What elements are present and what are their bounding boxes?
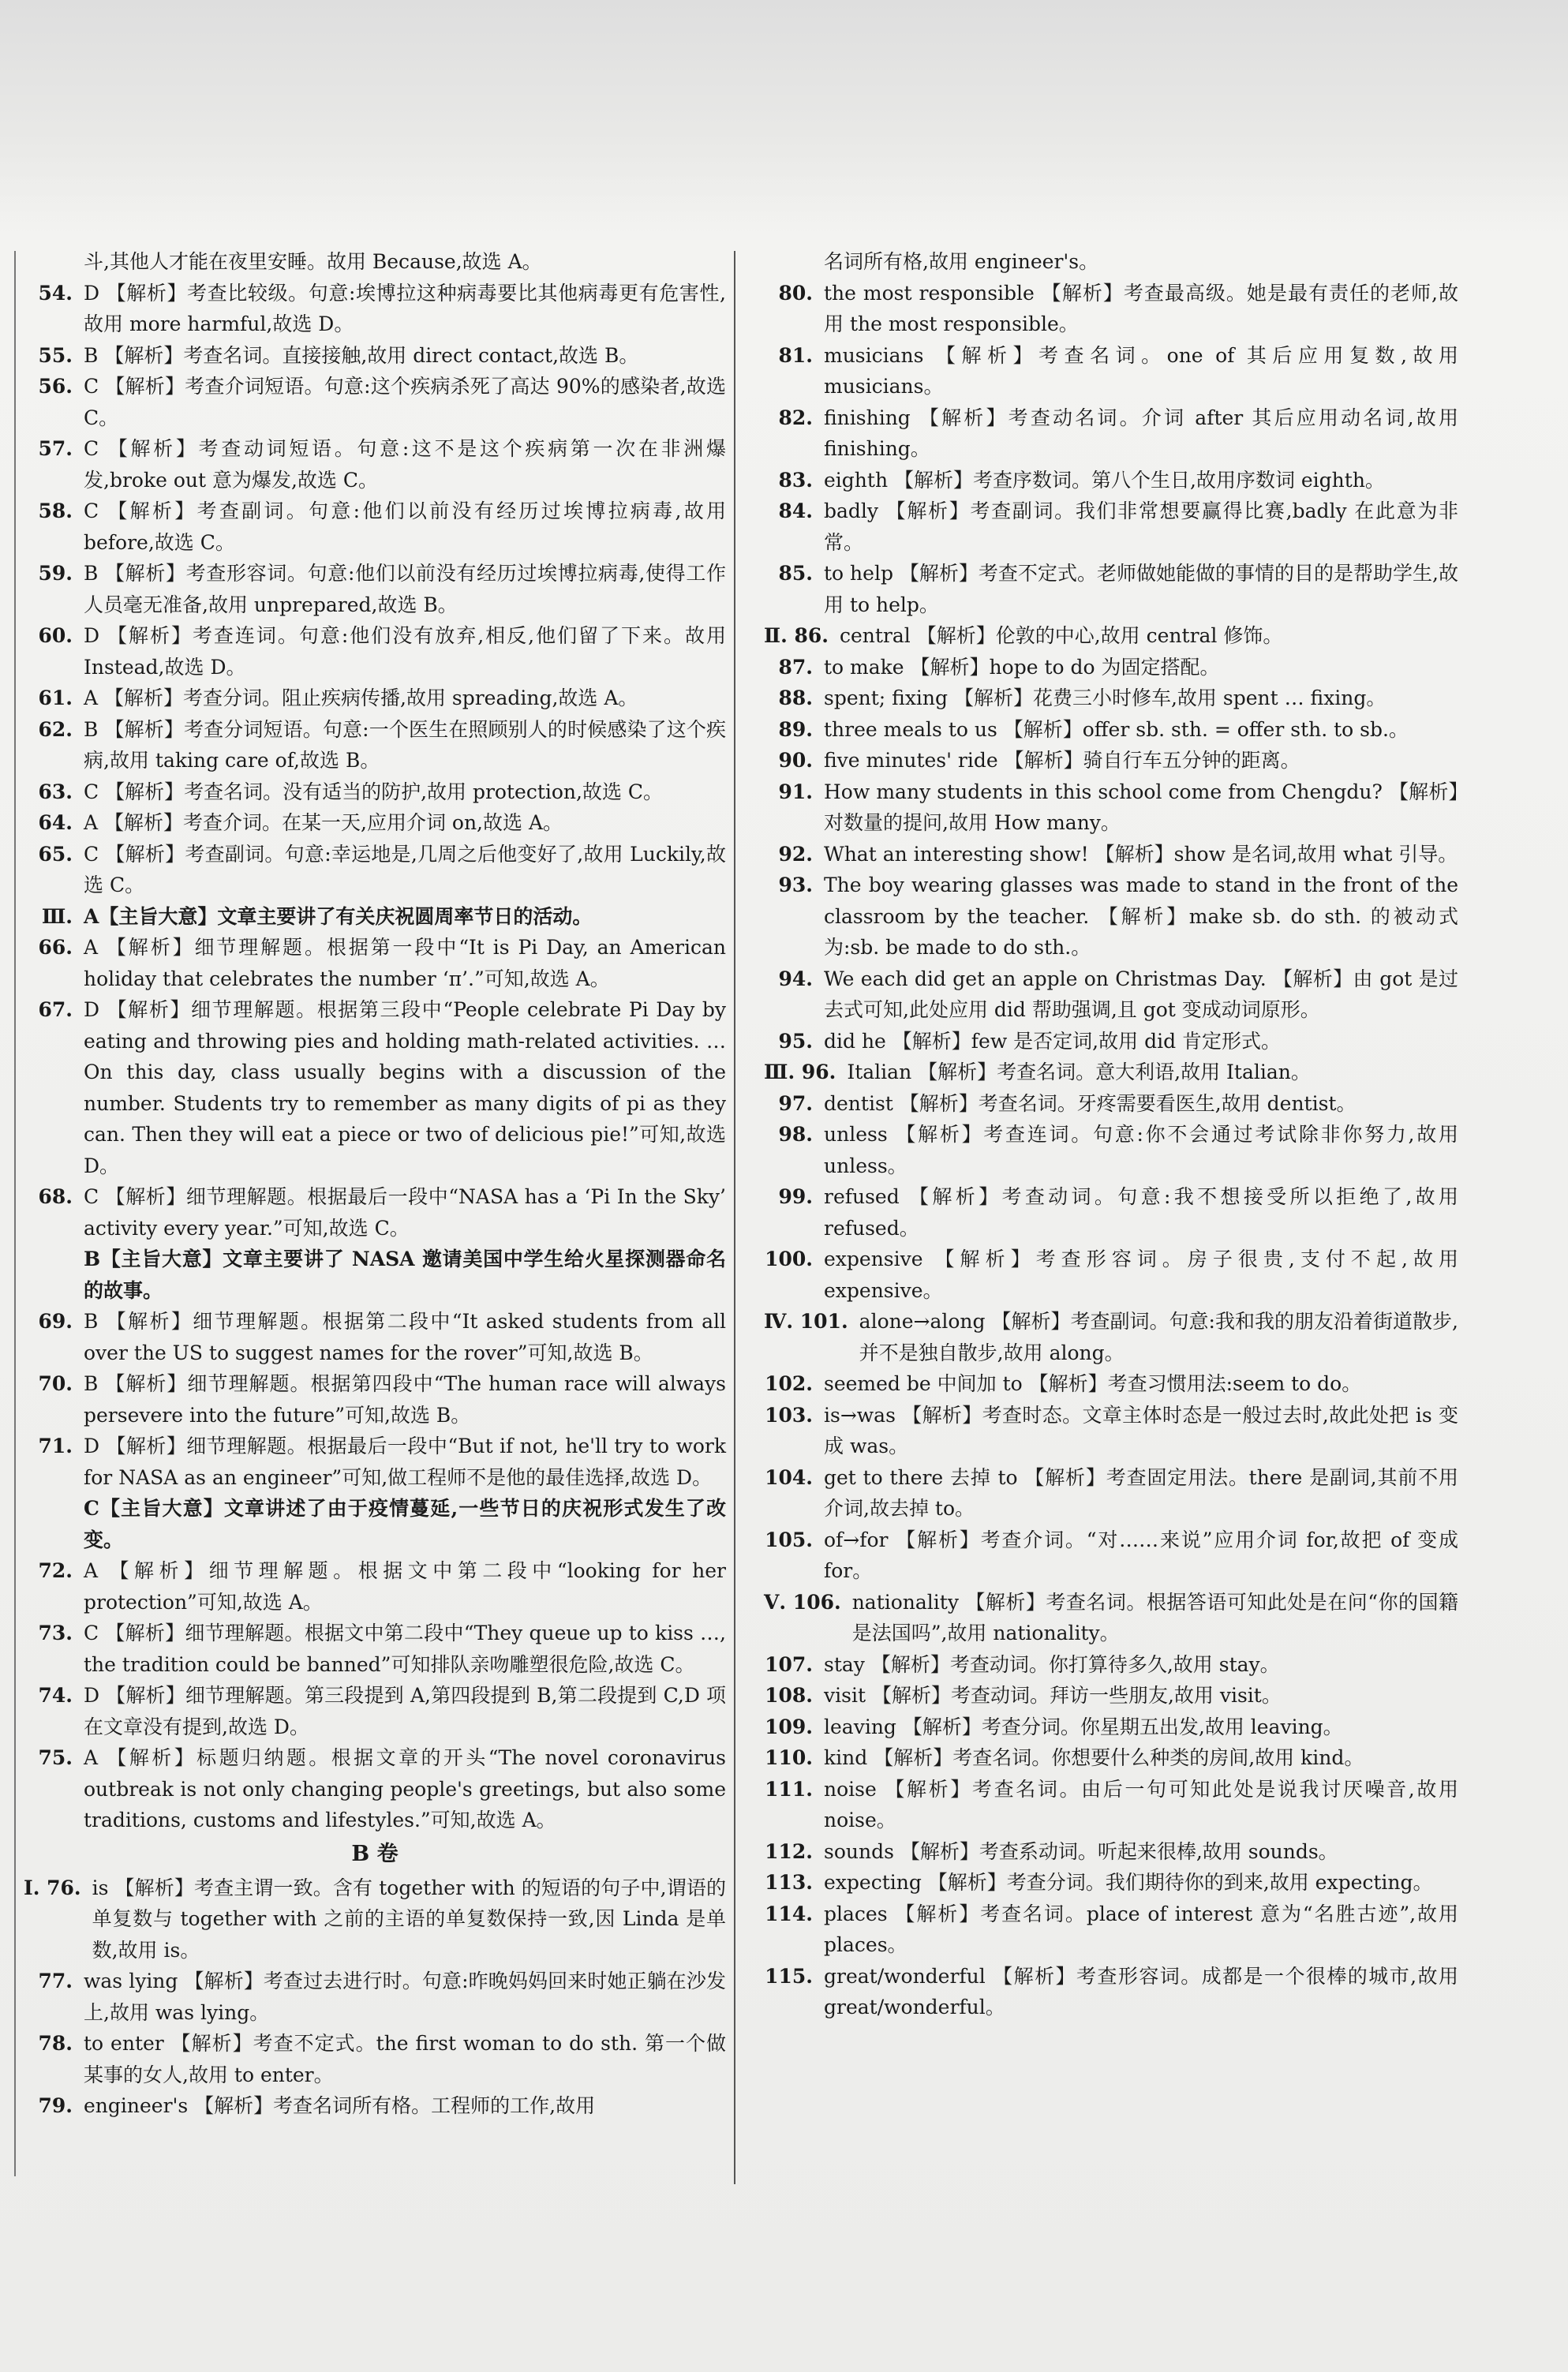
question-number: 105. <box>765 1528 813 1551</box>
answer-text: C【主旨大意】文章讲述了由于疫情蔓延,一些节日的庆祝形式发生了改变。 <box>84 1497 726 1551</box>
answer-text: seemed be 中间加 to 【解析】考查习惯用法:seem to do。 <box>824 1372 1362 1395</box>
answer-entry <box>24 807 726 839</box>
answer-text: noise 【解析】考查名词。由后一句可知此处是说我讨厌噪音,故用 noise。 <box>824 1777 1458 1831</box>
answer-entry <box>764 1244 1458 1306</box>
answer-entry <box>764 1306 1458 1368</box>
question-number: 78. <box>38 2032 73 2055</box>
question-number: 92. <box>778 842 813 866</box>
answer-entry <box>24 776 726 808</box>
answer-text: three meals to us 【解析】offer sb. sth. = offer sth. to sb.。 <box>824 717 1409 741</box>
answer-entry <box>764 1400 1458 1462</box>
answer-text: D 【解析】细节理解题。根据最后一段中“But if not, he'll try to work for NASA as an engineer”可知,做工程师不是他的最佳选择,故选 D。 <box>84 1435 726 1489</box>
answer-entry <box>764 340 1458 402</box>
answer-entry <box>24 278 726 340</box>
answer-entry <box>24 620 726 683</box>
question-number: 109. <box>765 1715 813 1738</box>
answer-entry <box>24 839 726 901</box>
answer-entry <box>764 1026 1458 1057</box>
answer-entry <box>764 1181 1458 1244</box>
question-number: 63. <box>38 780 73 803</box>
answer-entry <box>764 1088 1458 1120</box>
answer-text: D 【解析】考查比较级。句意:埃博拉这种病毒要比其他病毒更有危害性,故用 more harmful,故选 D。 <box>84 281 726 335</box>
answer-text: We each did get an apple on Christmas Day. 【解析】由 got 是过去式可知,此处应用 did 帮助强调,且 got 变成动词原形。 <box>824 967 1458 1021</box>
left-margin-rule <box>14 251 16 2176</box>
answer-entry <box>24 1493 726 1555</box>
question-number: 89. <box>778 717 813 741</box>
answer-text: expecting 【解析】考查分词。我们期待你的到来,故用 expecting。 <box>824 1871 1433 1894</box>
answer-text: was lying 【解析】考查过去进行时。句意:昨晚妈妈回来时她正躺在沙发上,故用 was lying。 <box>84 1970 726 2024</box>
answer-entry <box>24 496 726 558</box>
answer-entry <box>24 1742 726 1836</box>
answer-text: B 【解析】考查名词。直接接触,故用 direct contact,故选 B。 <box>84 343 639 367</box>
answer-text: A 【解析】考查分词。阻止疾病传播,故用 spreading,故选 A。 <box>84 687 638 709</box>
question-number: 103. <box>765 1403 813 1427</box>
question-number: 81. <box>778 343 813 367</box>
question-number: 112. <box>765 1839 813 1863</box>
answer-text: to help 【解析】考查不定式。老师做她能做的事情的目的是帮助学生,故用 to help。 <box>824 562 1458 616</box>
answer-entry <box>24 1873 726 1966</box>
answer-text: to enter 【解析】考查不定式。the first woman to do sth. 第一个做某事的女人,故用 to enter。 <box>84 2032 726 2086</box>
answer-entry <box>764 1680 1458 1712</box>
answer-entry <box>764 465 1458 496</box>
answer-entry <box>24 2090 726 2122</box>
answer-entry <box>24 1966 726 2028</box>
question-number: 102. <box>765 1372 813 1395</box>
answer-entry <box>24 371 726 433</box>
answer-text: D 【解析】考查连词。句意:他们没有放弃,相反,他们留了下来。故用 Instead,故选 D。 <box>84 624 726 679</box>
answer-text: unless 【解析】考查连词。句意:你不会通过考试除非你努力,故用 unless。 <box>824 1123 1458 1177</box>
answer-text: 斗,其他人才能在夜里安睡。故用 Because,故选 A。 <box>84 250 542 273</box>
answer-text: sounds 【解析】考查系动词。听起来很棒,故用 sounds。 <box>824 1839 1338 1863</box>
answer-entry <box>24 558 726 620</box>
question-number: 70. <box>38 1372 73 1395</box>
answer-entry <box>764 1462 1458 1525</box>
question-number: 66. <box>38 936 73 959</box>
answer-text: to make 【解析】hope to do 为固定搭配。 <box>824 655 1220 679</box>
question-number: 108. <box>765 1684 813 1707</box>
answer-entry <box>764 1525 1458 1587</box>
question-number: Ⅲ. <box>41 904 73 928</box>
answer-entry <box>764 963 1458 1026</box>
question-number: 93. <box>778 874 813 896</box>
answer-text: B 【解析】细节理解题。根据第二段中“It asked students from all over the US to suggest names for the rover”可知,故选 B。 <box>84 1310 726 1364</box>
question-number: 104. <box>765 1465 813 1489</box>
answer-entry <box>24 1368 726 1431</box>
question-number: 113. <box>765 1871 813 1894</box>
answer-text: A 【解析】考查介词。在某一天,应用介词 on,故选 A。 <box>84 811 563 834</box>
answer-entry <box>764 620 1458 652</box>
question-number: 77. <box>38 1970 73 1992</box>
answer-text: finishing 【解析】考查动名词。介词 after 其后应用动名词,故用 finishing。 <box>824 406 1458 460</box>
answer-text: B 【解析】细节理解题。根据第四段中“The human race will always persevere into the future”可知,故选 B。 <box>84 1372 726 1427</box>
answer-entry <box>24 901 726 933</box>
answer-entry <box>764 1774 1458 1836</box>
answer-text: C 【解析】考查介词短语。句意:这个疾病杀死了高达 90%的感染者,故选 C。 <box>84 375 726 429</box>
answer-text: did he 【解析】few 是否定词,故用 did 肯定形式。 <box>824 1029 1282 1053</box>
question-number: 94. <box>778 967 813 990</box>
question-number: 95. <box>778 1029 813 1053</box>
answer-text: visit 【解析】考查动词。拜访一些朋友,故用 visit。 <box>824 1684 1282 1707</box>
answer-text: alone→along 【解析】考查副词。句意:我和我的朋友沿着街道散步,并不是独自散步,故用 along。 <box>859 1310 1458 1364</box>
question-number: 91. <box>778 780 813 803</box>
answer-text: What an interesting show! 【解析】show 是名词,故用 what 引导。 <box>824 842 1458 866</box>
answer-entry <box>764 745 1458 776</box>
question-number: 84. <box>778 499 813 522</box>
answer-entry <box>764 1368 1458 1400</box>
question-number: 67. <box>38 998 73 1021</box>
answer-text: D 【解析】细节理解题。根据第三段中“People celebrate Pi Day by eating and throwing pies and holding math-related activities. … On this day, class usually begins with a discussion of the number. Students try to remember as many digits of pi as they can. Then they will eat a piece or two of delicious pie!”可知,故选 D。 <box>84 998 726 1177</box>
answer-entry <box>24 433 726 496</box>
question-number: 58. <box>38 499 73 522</box>
answer-text: great/wonderful 【解析】考查形容词。成都是一个很棒的城市,故用 great/wonderful。 <box>824 1964 1458 2018</box>
question-number: 100. <box>765 1248 813 1270</box>
question-number: 88. <box>778 687 813 709</box>
answer-entry <box>24 246 726 278</box>
answer-text: places 【解析】考查名词。place of interest 意为“名胜古迹”,故用 places。 <box>824 1902 1458 1956</box>
answer-text: C 【解析】细节理解题。根据文中第二段中“They queue up to kiss …, the tradition could be banned”可知排队亲吻雕塑很危险,故选 C。 <box>84 1622 726 1676</box>
answer-entry <box>24 1618 726 1680</box>
answer-text: D 【解析】细节理解题。第三段提到 A,第四段提到 B,第二段提到 C,D 项在文章没有提到,故选 D。 <box>84 1684 726 1738</box>
question-number: 90. <box>778 749 813 772</box>
question-number: 68. <box>38 1185 73 1208</box>
question-number: 115. <box>765 1964 813 1988</box>
question-number: Ⅳ. 101. <box>764 1310 848 1333</box>
answer-entry <box>24 1181 726 1244</box>
answer-text: C 【解析】考查副词。句意:幸运地是,几周之后他变好了,故用 Luckily,故选 C。 <box>84 842 726 896</box>
question-number: 75. <box>38 1746 73 1769</box>
answer-text: B 【解析】考查分词短语。句意:一个医生在照顾别人的时候感染了这个疾病,故用 taking care of,故选 B。 <box>84 717 726 772</box>
answer-entry <box>764 496 1458 558</box>
question-number: 62. <box>38 717 73 741</box>
answer-text: The boy wearing glasses was made to stand in the front of the classroom by the teacher. 【解析】make sb. do sth. 的被动式为:sb. be made to do sth.。 <box>824 874 1458 959</box>
answer-text: dentist 【解析】考查名词。牙疼需要看医生,故用 dentist。 <box>824 1091 1357 1115</box>
answer-text: Italian 【解析】考查名词。意大利语,故用 Italian。 <box>847 1061 1311 1083</box>
answer-text: musicians 【解析】考查名词。one of 其后应用复数,故用 musicians。 <box>824 343 1458 398</box>
answer-entry <box>24 683 726 714</box>
answer-entry <box>24 1244 726 1306</box>
question-number: 83. <box>778 468 813 492</box>
question-number: 114. <box>765 1902 813 1925</box>
question-number: 73. <box>38 1622 73 1644</box>
question-number: Ⅴ. 106. <box>764 1590 841 1614</box>
question-number: 60. <box>38 624 73 647</box>
question-number: 54. <box>38 281 73 305</box>
answer-entry <box>764 1057 1458 1088</box>
answer-text: get to there 去掉 to 【解析】考查固定用法。there 是副词,其前不用介词,故去掉 to。 <box>824 1465 1458 1520</box>
question-number: 110. <box>765 1746 813 1769</box>
answer-text: five minutes' ride 【解析】骑自行车五分钟的距离。 <box>824 749 1300 772</box>
answer-entry <box>24 1555 726 1618</box>
answer-text: nationality 【解析】考查名词。根据答语可知此处是在问“你的国籍是法国吗”,故用 nationality。 <box>851 1590 1458 1644</box>
question-number: 99. <box>778 1185 813 1208</box>
question-number: 65. <box>38 842 73 866</box>
answer-entry <box>764 1961 1458 2023</box>
answer-entry <box>24 1680 726 1742</box>
answer-entry <box>24 714 726 776</box>
answer-text: kind 【解析】考查名词。你想要什么种类的房间,故用 kind。 <box>824 1746 1364 1769</box>
answer-entry <box>764 1649 1458 1681</box>
answer-text: B 【解析】考查形容词。句意:他们以前没有经历过埃博拉病毒,使得工作人员毫无准备,故用 unprepared,故选 B。 <box>84 562 726 616</box>
answer-entry <box>764 1587 1458 1649</box>
answer-entry <box>764 652 1458 683</box>
question-number: 97. <box>778 1091 813 1115</box>
answer-entry <box>764 402 1458 465</box>
right-column <box>764 246 1458 2023</box>
question-number: 85. <box>778 562 813 585</box>
answer-entry <box>764 558 1458 620</box>
question-number: 56. <box>38 375 73 398</box>
answer-entry <box>764 1836 1458 1868</box>
question-number: 72. <box>38 1559 73 1582</box>
answer-entry <box>764 278 1458 340</box>
answer-entry <box>764 246 1458 278</box>
answer-text: of→for 【解析】考查介词。“对……来说”应用介词 for,故把 of 变成 for。 <box>824 1528 1458 1582</box>
answer-entry <box>764 1867 1458 1899</box>
answer-text: B【主旨大意】文章主要讲了 NASA 邀请美国中学生给火星探测器命名的故事。 <box>84 1248 726 1302</box>
section-heading: B 卷 <box>351 1841 399 1866</box>
answer-text: A 【解析】标题归纳题。根据文章的开头“The novel coronavirus outbreak is not only changing people's greetings, but also some traditions, customs and lifestyles.”可知,故选 A。 <box>84 1746 726 1831</box>
question-number: 111. <box>765 1777 813 1801</box>
question-number: 80. <box>778 281 813 305</box>
question-number: 98. <box>778 1123 813 1146</box>
answer-text: C 【解析】考查名词。没有适当的防护,故用 protection,故选 C。 <box>84 780 664 803</box>
answer-text: expensive 【解析】考查形容词。房子很贵,支付不起,故用 expensive。 <box>824 1248 1458 1302</box>
question-number: 69. <box>38 1310 73 1333</box>
answer-entry <box>764 776 1458 839</box>
answer-text: spent; fixing 【解析】花费三小时修车,故用 spent … fixing。 <box>824 687 1387 709</box>
answer-entry <box>764 1742 1458 1774</box>
answer-text: 名词所有格,故用 engineer's。 <box>824 250 1099 273</box>
answer-entry <box>764 714 1458 746</box>
question-number: 82. <box>778 406 813 429</box>
answer-text: A 【解析】细节理解题。根据第一段中“It is Pi Day, an American holiday that celebrates the number ‘π’.”可知,故选 A。 <box>84 936 726 990</box>
answer-text: eighth 【解析】考查序数词。第八个生日,故用序数词 eighth。 <box>824 468 1385 492</box>
question-number: 59. <box>38 562 73 585</box>
answer-text: refused 【解析】考查动词。句意:我不想接受所以拒绝了,故用 refused。 <box>824 1185 1458 1240</box>
answer-entry <box>24 2028 726 2090</box>
answer-text: central 【解析】伦敦的中心,故用 central 修饰。 <box>839 624 1283 647</box>
question-number: 61. <box>38 687 73 709</box>
answer-text: the most responsible 【解析】考查最高级。她是最有责任的老师,故用 the most responsible。 <box>824 281 1458 335</box>
question-number: Ⅱ. 86. <box>764 624 829 647</box>
answer-text: is 【解析】考查主谓一致。含有 together with 的短语的句子中,谓语的单复数与 together with 之前的主语的单复数保持一致,因 Linda 是单数,故用 is。 <box>92 1876 726 1962</box>
answer-text: is→was 【解析】考查时态。文章主体时态是一般过去时,故此处把 is 变成 was。 <box>824 1403 1458 1457</box>
question-number: 64. <box>38 811 73 834</box>
question-number: 55. <box>38 343 73 367</box>
answer-entry <box>24 1431 726 1493</box>
answer-text: engineer's 【解析】考查名词所有格。工程师的工作,故用 <box>84 2094 596 2117</box>
answer-entry <box>764 1712 1458 1743</box>
left-column <box>24 246 726 2122</box>
answer-text: C 【解析】考查副词。句意:他们以前没有经历过埃博拉病毒,故用 before,故选 C。 <box>84 499 726 554</box>
answer-entry <box>24 994 726 1181</box>
question-number: 87. <box>778 655 813 679</box>
question-number: 79. <box>38 2094 73 2117</box>
answer-entry <box>24 932 726 994</box>
answer-entry <box>764 1119 1458 1181</box>
scan-shadow-band <box>0 0 1568 237</box>
answer-entry <box>764 683 1458 714</box>
answer-text: A 【解析】细节理解题。根据文中第二段中“looking for her protection”可知,故选 A。 <box>84 1559 726 1614</box>
answer-entry <box>764 870 1458 963</box>
answer-text: badly 【解析】考查副词。我们非常想要赢得比赛,badly 在此意为非常。 <box>824 499 1458 554</box>
question-number: 57. <box>38 437 73 460</box>
question-number: 71. <box>38 1435 73 1457</box>
answer-entry <box>24 1306 726 1368</box>
answer-text: stay 【解析】考查动词。你打算待多久,故用 stay。 <box>824 1652 1280 1676</box>
answer-entry <box>24 340 726 372</box>
answer-text: leaving 【解析】考查分词。你星期五出发,故用 leaving。 <box>824 1715 1343 1738</box>
answer-entry <box>764 1899 1458 1961</box>
answer-text: How many students in this school come from Chengdu? 【解析】对数量的提问,故用 How many。 <box>824 780 1458 834</box>
answer-entry <box>764 839 1458 870</box>
question-number: Ⅲ. 96. <box>764 1061 836 1083</box>
question-number: 107. <box>765 1652 813 1676</box>
answer-text: C 【解析】考查动词短语。句意:这不是这个疾病第一次在非洲爆发,broke out 意为爆发,故选 C。 <box>84 437 726 492</box>
question-number: 74. <box>38 1684 73 1707</box>
answer-text: C 【解析】细节理解题。根据最后一段中“NASA has a ‘Pi In the Sky’ activity every year.”可知,故选 C。 <box>84 1185 726 1240</box>
answer-text: A【主旨大意】文章主要讲了有关庆祝圆周率节日的活动。 <box>84 904 593 928</box>
column-divider <box>734 251 735 2184</box>
question-number: Ⅰ. 76. <box>24 1876 81 1899</box>
